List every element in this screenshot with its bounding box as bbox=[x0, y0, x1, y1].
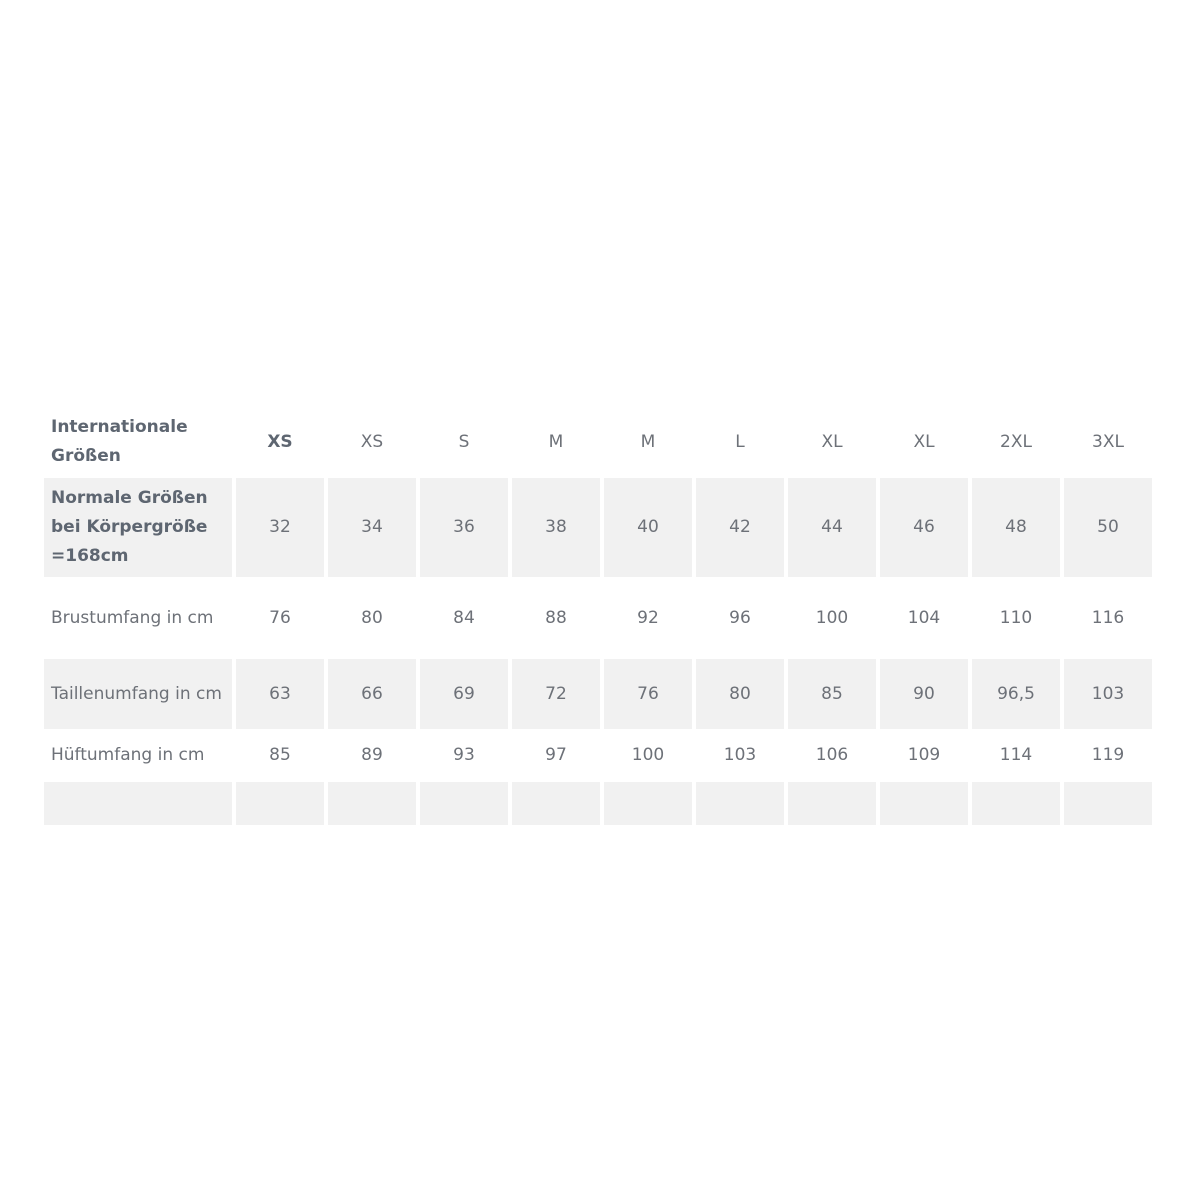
table-cell: 96 bbox=[729, 607, 751, 628]
empty-cell bbox=[236, 782, 324, 825]
table-cell: 119 bbox=[1091, 745, 1125, 765]
table-cell: 38 bbox=[512, 478, 600, 577]
table-cell: 103 bbox=[1064, 659, 1152, 729]
table-cell: 110 bbox=[999, 607, 1033, 628]
empty-cell bbox=[420, 782, 508, 825]
size-header-cell: XS bbox=[267, 431, 293, 452]
row-label: Hüftumfang in cm bbox=[51, 745, 205, 765]
size-header-cell: S bbox=[458, 431, 470, 452]
table-cell: 89 bbox=[361, 745, 383, 765]
empty-cell bbox=[696, 782, 784, 825]
table-cell: 76 bbox=[269, 607, 291, 628]
table-cell: 103 bbox=[723, 745, 757, 765]
table-cell: 34 bbox=[328, 478, 416, 577]
table-row-hueftumfang bbox=[44, 733, 1152, 778]
table-cell: 85 bbox=[788, 659, 876, 729]
size-header-cell: XL bbox=[821, 431, 843, 452]
empty-cell bbox=[972, 782, 1060, 825]
size-header-cell: M bbox=[640, 431, 656, 452]
table-cell: 36 bbox=[420, 478, 508, 577]
table-cell: 46 bbox=[880, 478, 968, 577]
table-cell: 80 bbox=[361, 607, 383, 628]
table-cell: 80 bbox=[696, 659, 784, 729]
size-header-cell: M bbox=[548, 431, 564, 452]
table-cell: 96,5 bbox=[972, 659, 1060, 729]
table-cell: 109 bbox=[907, 745, 941, 765]
table-cell: 93 bbox=[453, 745, 475, 765]
table-cell: 114 bbox=[999, 745, 1033, 765]
row-label: Normale Größen bei Körpergröße =168cm bbox=[44, 478, 232, 577]
size-header-cell: 3XL bbox=[1092, 431, 1124, 452]
size-header-cell: XS bbox=[360, 431, 384, 452]
header-row bbox=[44, 410, 1152, 474]
size-chart-table bbox=[40, 406, 1156, 829]
table-row-normal-sizes bbox=[44, 478, 1152, 577]
table-row-brustumfang bbox=[44, 581, 1152, 655]
table-cell: 76 bbox=[604, 659, 692, 729]
table-cell: 88 bbox=[545, 607, 567, 628]
empty-cell bbox=[44, 782, 232, 825]
size-header-cell: L bbox=[735, 431, 745, 452]
table-cell: 44 bbox=[788, 478, 876, 577]
size-header-cell: 2XL bbox=[1000, 431, 1032, 452]
empty-cell bbox=[880, 782, 968, 825]
table-cell: 85 bbox=[269, 745, 291, 765]
table-cell: 42 bbox=[696, 478, 784, 577]
table-cell: 40 bbox=[604, 478, 692, 577]
table-cell: 106 bbox=[815, 745, 849, 765]
table-cell: 50 bbox=[1064, 478, 1152, 577]
table-cell: 63 bbox=[236, 659, 324, 729]
header-label: Internationale Größen bbox=[51, 417, 188, 466]
row-label: Brustumfang in cm bbox=[51, 607, 214, 628]
table-cell: 116 bbox=[1091, 607, 1125, 628]
empty-cell bbox=[512, 782, 600, 825]
table-cell: 72 bbox=[512, 659, 600, 729]
empty-cell bbox=[328, 782, 416, 825]
table-cell: 100 bbox=[815, 607, 849, 628]
table-row-taillenumfang bbox=[44, 659, 1152, 729]
table-cell: 66 bbox=[328, 659, 416, 729]
table-cell: 90 bbox=[880, 659, 968, 729]
table-cell: 97 bbox=[545, 745, 567, 765]
table-cell: 100 bbox=[631, 745, 665, 765]
table-row-empty bbox=[44, 782, 1152, 825]
empty-cell bbox=[788, 782, 876, 825]
empty-cell bbox=[1064, 782, 1152, 825]
table-cell: 104 bbox=[907, 607, 941, 628]
empty-cell bbox=[604, 782, 692, 825]
table-cell: 32 bbox=[236, 478, 324, 577]
row-label: Taillenumfang in cm bbox=[44, 659, 232, 729]
table-cell: 84 bbox=[453, 607, 475, 628]
table-cell: 69 bbox=[420, 659, 508, 729]
size-header-cell: XL bbox=[913, 431, 935, 452]
table-cell: 48 bbox=[972, 478, 1060, 577]
table-cell: 92 bbox=[637, 607, 659, 628]
